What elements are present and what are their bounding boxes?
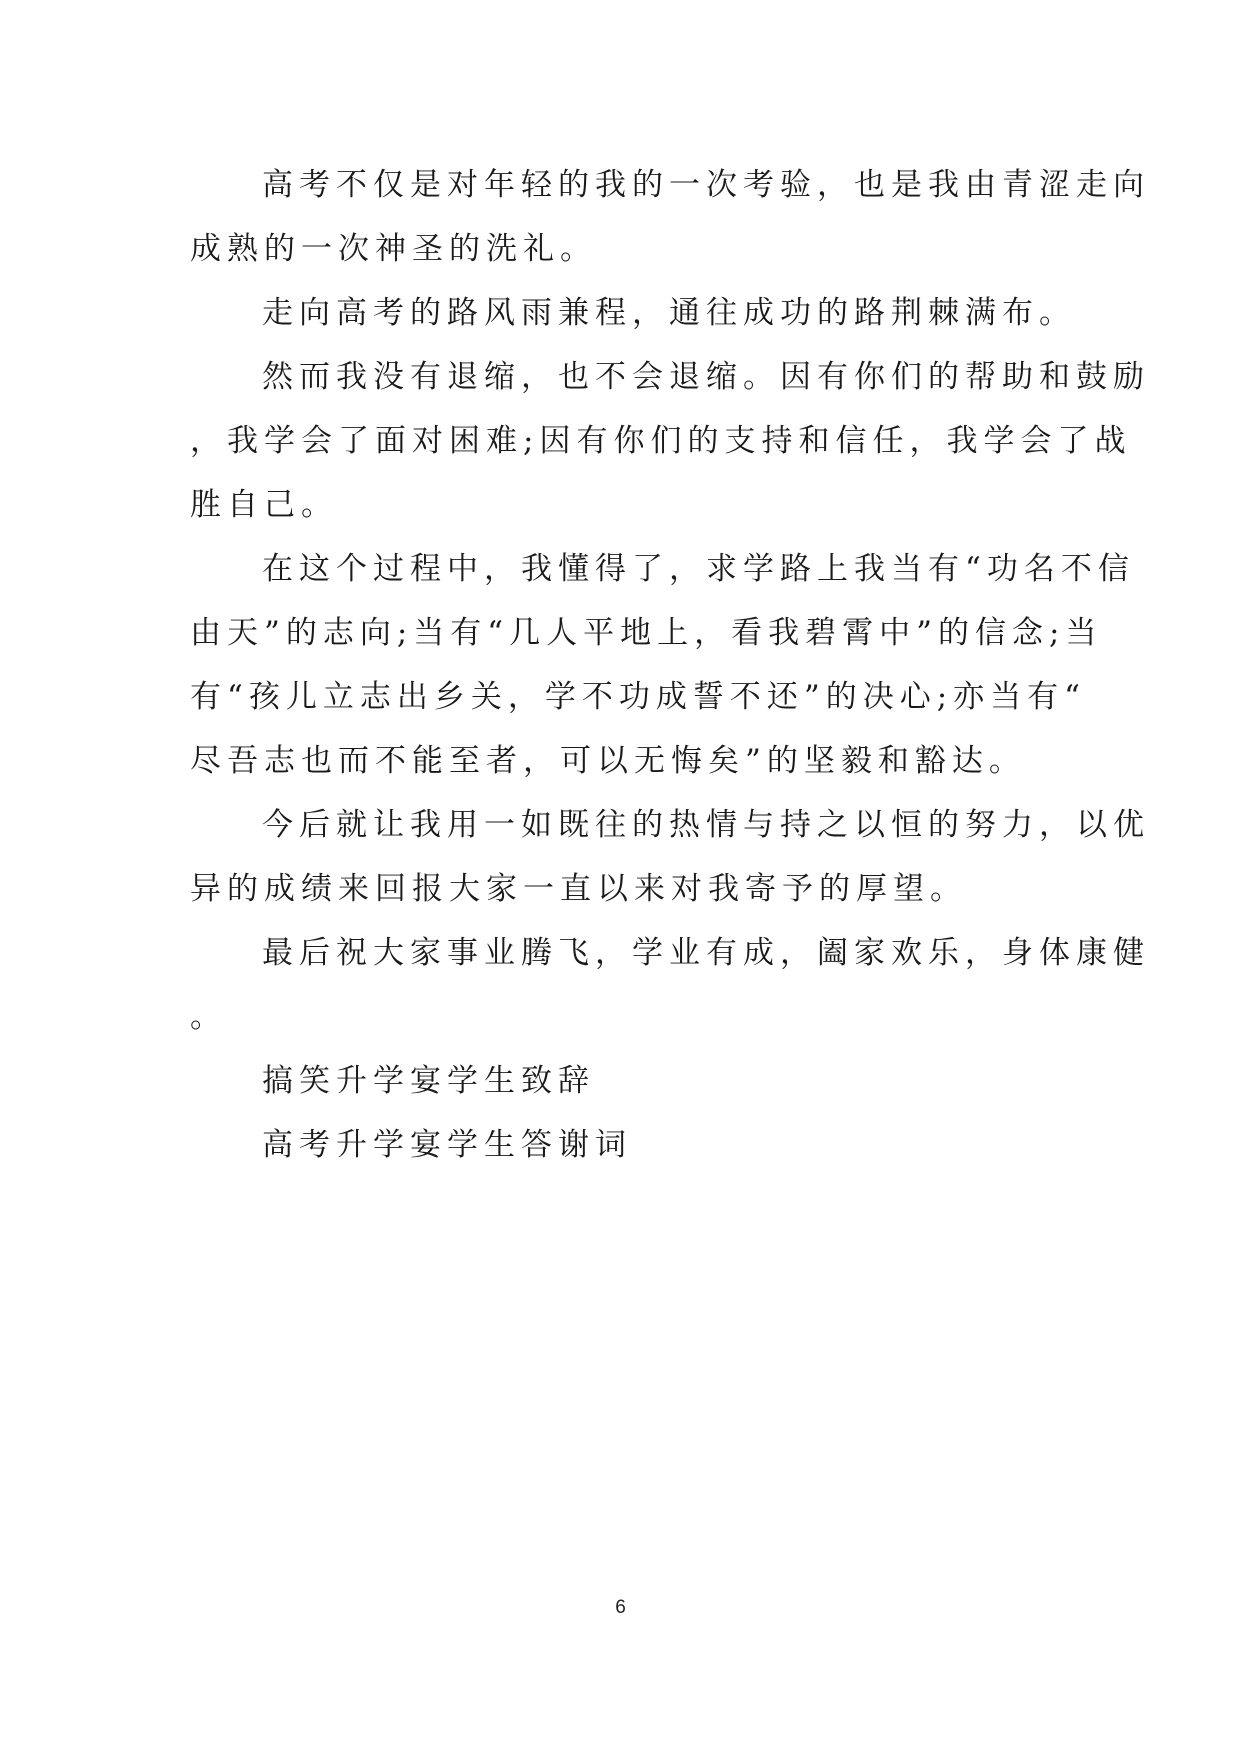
text-line: 由天”的志向;当有“几人平地上，看我碧霄中”的信念;当 [190, 615, 1103, 651]
related-link: 高考升学宴学生答谢词 [262, 1127, 632, 1163]
text-line: 最后祝大家事业腾飞，学业有成，阖家欢乐，身体康健 [262, 935, 1150, 971]
related-link: 搞笑升学宴学生致辞 [262, 1063, 595, 1099]
text-line: 走向高考的路风雨兼程，通往成功的路荆棘满布。 [262, 295, 1076, 331]
text-line: 尽吾志也而不能至者，可以无悔矣”的坚毅和豁达。 [190, 743, 1026, 779]
text-line: 成熟的一次神圣的洗礼。 [190, 231, 597, 267]
text-line: 胜自己。 [190, 487, 338, 523]
text-line: 异的成绩来回报大家一直以来对我寄予的厚望。 [190, 871, 967, 907]
text-line: ，我学会了面对困难;因有你们的支持和信任，我学会了战 [190, 423, 1132, 459]
text-line: 然而我没有退缩，也不会退缩。因有你们的帮助和鼓励 [262, 359, 1150, 395]
text-line: 在这个过程中，我懂得了，求学路上我当有“功名不信 [262, 551, 1135, 587]
text-line: 今后就让我用一如既往的热情与持之以恒的努力，以优 [262, 807, 1150, 843]
text-line: 有“孩儿立志出乡关，学不功成誓不还”的决心;亦当有“ [190, 679, 1086, 715]
text-line: 。 [190, 999, 227, 1035]
page-number: 6 [615, 1597, 626, 1618]
text-line: 高考不仅是对年轻的我的一次考验，也是我由青涩走向 [262, 167, 1150, 203]
